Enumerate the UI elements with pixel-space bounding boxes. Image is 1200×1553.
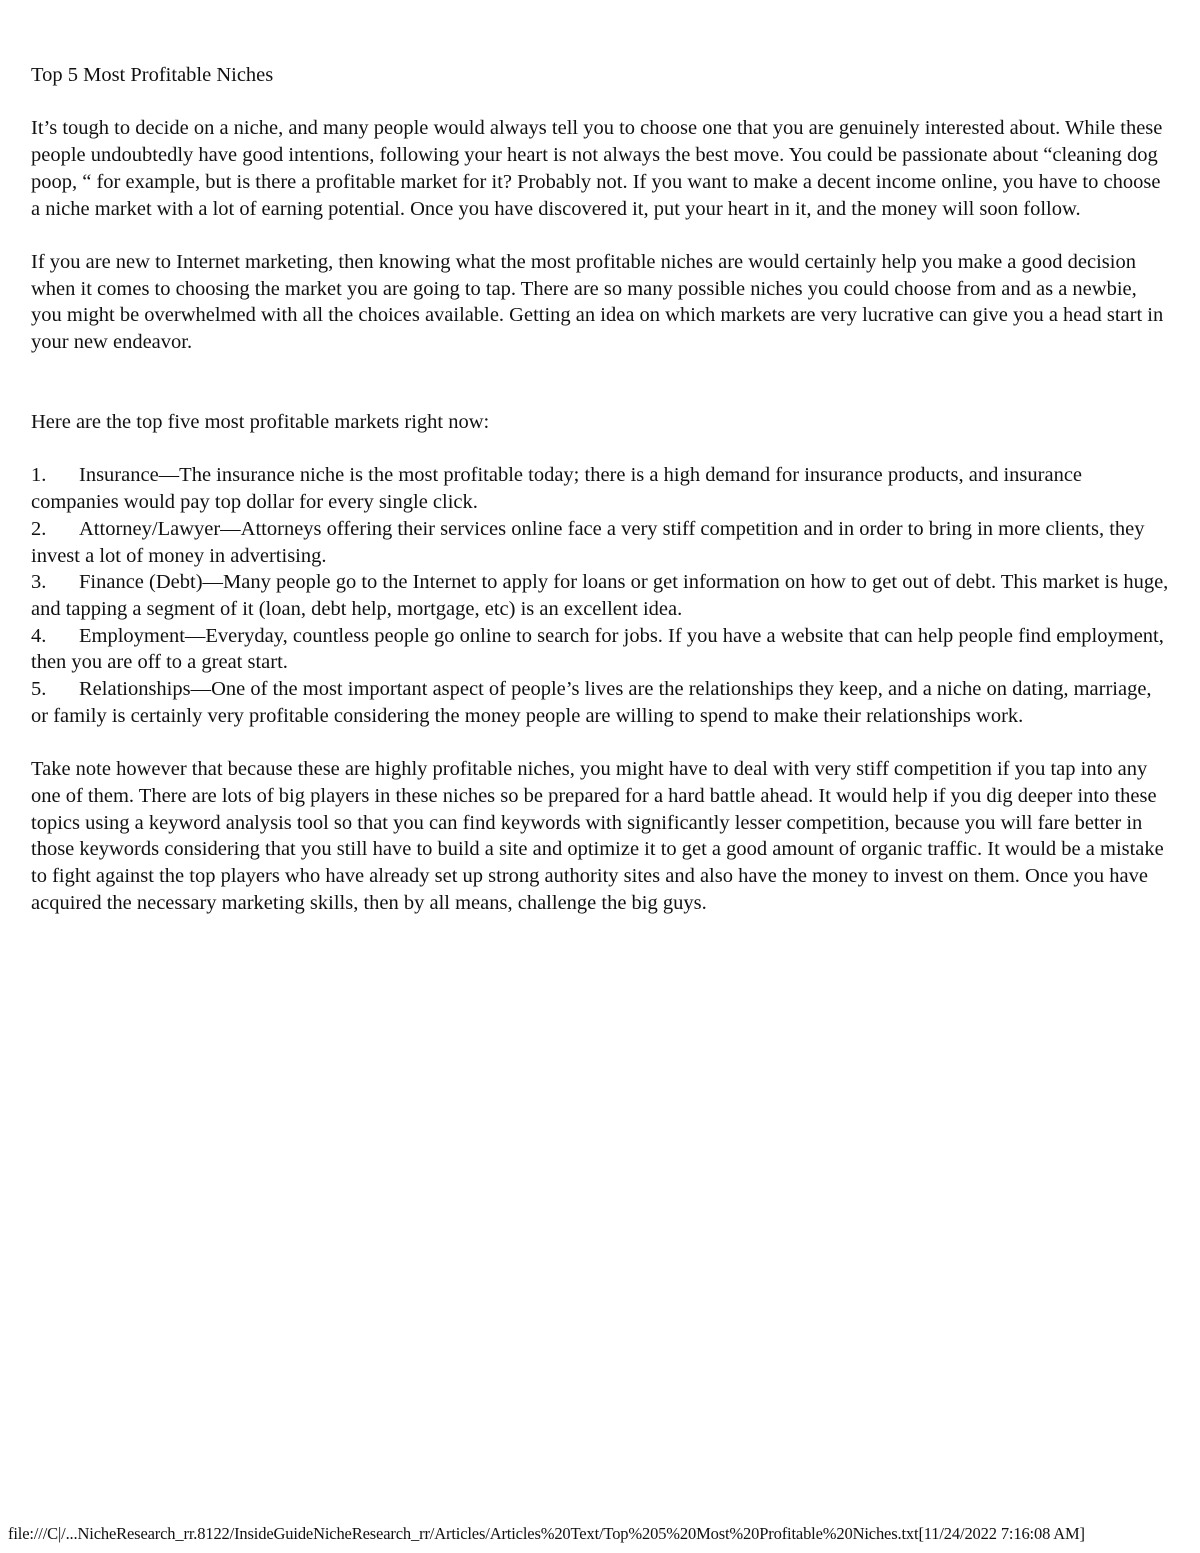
list-item-number: 3. (31, 571, 47, 594)
document-title: Top 5 Most Profitable Niches (31, 64, 274, 86)
intro-paragraph-1: It’s tough to decide on a niche, and many people would always tell you to choose one that you are genuinely interested about. While these people undoubtedly have good intentions, following your heart is not always the best move. You could be passionate about “cleaning dog poop, “ for example, but is there a profitable market for it? Probably not. If you want to make a decent income online, you have to choose a niche market with a lot of earning potential. Once you have discovered it, put your heart in it, and the money will soon follow. (31, 117, 1163, 220)
list-item-number: 1. (31, 464, 47, 487)
list-item-text: Relationships—One of the most important aspect of people’s lives are the relationships they keep, and a niche on dating, marriage, or family is certainly very profitable considering the money people are willing to spend to make their relationships work. (31, 678, 1152, 727)
document-body (31, 62, 1171, 943)
closing-paragraph: Take note however that because these are highly profitable niches, you might have to deal with very stiff competition if you tap into any one of them. There are lots of big players in these niches so be prepared for a hard battle ahead. It would help if you dig deeper into these topics using a keyword analysis tool so that you can find keywords with significantly lesser competition, because you will fare better in those keywords considering that you still have to build a site and optimize it to get a good amount of organic traffic. It would be a mistake to fight against the top players who have already set up strong authority sites and also have the money to invest on them. Once you have acquired the necessary marketing skills, then by all means, challenge the big guys. (31, 758, 1164, 914)
list-item-text: Attorney/Lawyer—Attorneys offering their services online face a very stiff competition and in order to bring in more clients, they invest a lot of money in advertising. (31, 517, 1145, 567)
list-item-text: Finance (Debt)—Many people go to the Internet to apply for loans or get information on how to get out of debt. This market is huge, and tapping a segment of it (loan, debt help, mortgage, etc) is an excellent idea. (31, 571, 1169, 620)
list-item (31, 676, 1171, 729)
list-item (31, 623, 1171, 676)
list-intro: Here are the top five most profitable markets right now: (31, 411, 490, 434)
print-footer-path: file:///C|/...NicheResearch_rr.8122/InsideGuideNicheResearch_rr/Articles/Articles%20Text/Top%205%20Most%20Profitable%20Niches.txt[11/24/2022 7:16:08 AM] (8, 1524, 1085, 1543)
intro-paragraph-2: If you are new to Internet marketing, then knowing what the most profitable niches are would certainly help you make a good decision when it comes to choosing the market you are going to tap. There are so many possible niches you could choose from and as a newbie, you might be overwhelmed with all the choices available. Getting an idea on which markets are very lucrative can give you a head start in your new endeavor. (31, 250, 1164, 353)
list-item-text: Insurance—The insurance niche is the most profitable today; there is a high demand for insurance products, and insurance companies would pay top dollar for every single click. (31, 464, 1083, 514)
blank-line (31, 382, 1171, 409)
list-item (31, 569, 1171, 622)
list-item-number: 2. (31, 517, 47, 540)
list-item-number: 5. (31, 678, 47, 701)
list-item-text: Employment—Everyday, countless people go online to search for jobs. If you have a website that can help people find employment, then you are off to a great start. (31, 624, 1164, 674)
list-item (31, 516, 1171, 569)
niche-list (31, 462, 1171, 729)
list-item-number: 4. (31, 624, 47, 647)
list-item (31, 462, 1171, 515)
